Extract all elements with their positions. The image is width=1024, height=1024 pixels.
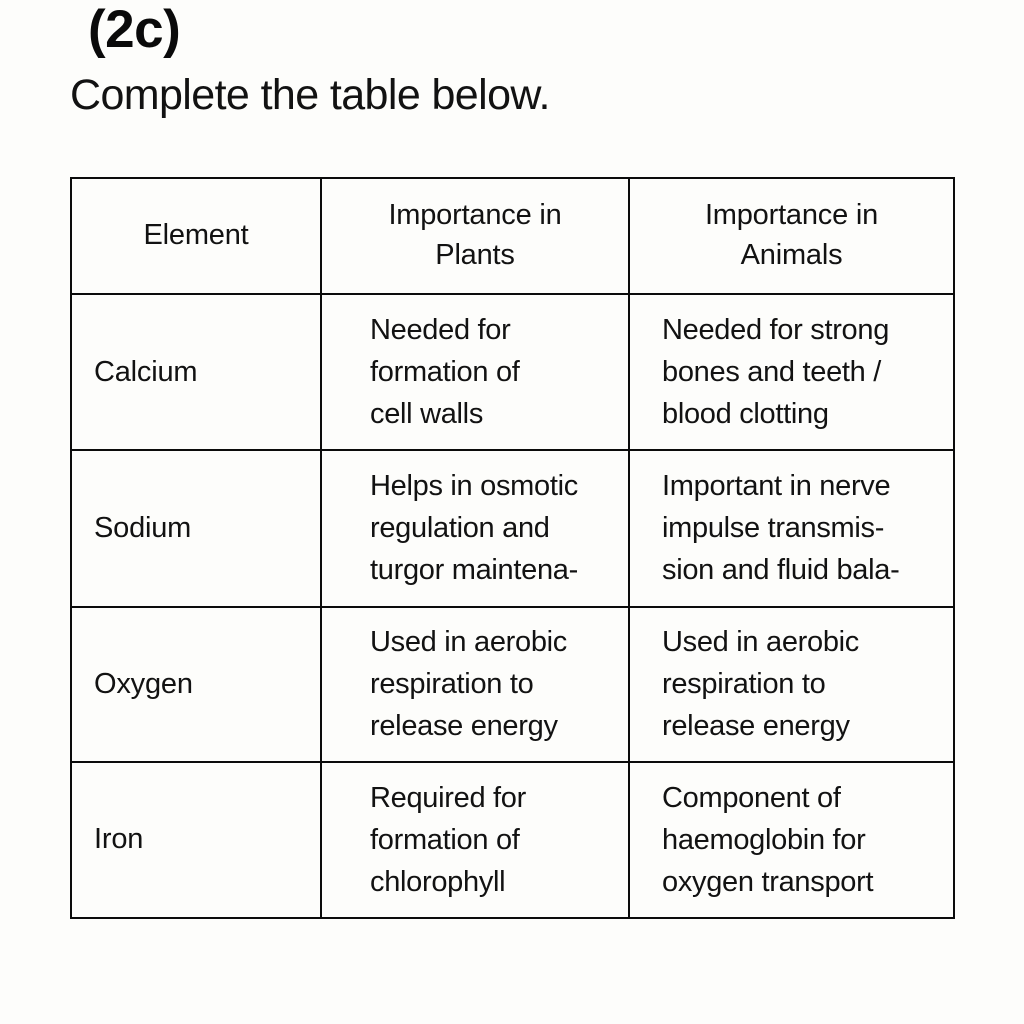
- table-header: [71, 178, 954, 294]
- column-header-plants-line-1: Importance in: [388, 199, 562, 232]
- cell-line: bones and teeth /: [662, 356, 882, 389]
- cell-line: Needed for: [370, 314, 511, 347]
- column-header-plants: [321, 178, 629, 294]
- cell-line: release energy: [662, 710, 850, 743]
- table-row: [71, 450, 954, 606]
- column-header-element-line-1: Element: [143, 219, 249, 252]
- table-row: [71, 294, 954, 450]
- table-header-row: [71, 178, 954, 294]
- cell-line: regulation and: [370, 512, 550, 545]
- cell-line: Used in aerobic: [662, 626, 859, 659]
- cell-line: turgor maintena-: [370, 554, 578, 587]
- cell-line: release energy: [370, 710, 558, 743]
- column-header-animals-line-2: Animals: [740, 239, 843, 271]
- table-body: [71, 294, 954, 918]
- cell-plants-oxygen: [321, 607, 629, 762]
- cell-plants-calcium: [321, 294, 629, 450]
- cell-line: respiration to: [662, 668, 826, 701]
- column-header-animals-line-1: Importance in: [704, 199, 879, 232]
- cell-element-iron: Iron: [71, 762, 321, 918]
- column-header-element: [71, 178, 321, 294]
- question-number: (2c): [88, 0, 181, 59]
- cell-animals-calcium: [629, 294, 954, 450]
- cell-element-calcium: Calcium: [71, 294, 321, 450]
- table-row: [71, 762, 954, 918]
- table-container: [70, 177, 953, 919]
- column-header-plants-line-2: Plants: [435, 239, 515, 271]
- table-row: [71, 607, 954, 762]
- cell-line: Important in nerve: [662, 470, 891, 503]
- cell-line: blood clotting: [662, 398, 829, 431]
- column-header-animals: [629, 178, 954, 294]
- cell-line: Used in aerobic: [370, 626, 567, 659]
- cell-plants-iron: [321, 762, 629, 918]
- question-instruction: Complete the table below.: [70, 71, 550, 119]
- cell-line: sion and fluid bala-: [662, 554, 900, 587]
- cell-animals-iron: [629, 762, 954, 918]
- cell-line: formation of: [370, 823, 520, 856]
- cell-line: cell walls: [370, 398, 484, 431]
- element-importance-table: [70, 177, 955, 919]
- cell-line: respiration to: [370, 668, 534, 701]
- cell-line: oxygen transport: [662, 865, 874, 898]
- cell-line: chlorophyll: [370, 865, 506, 898]
- cell-line: formation of: [370, 356, 520, 389]
- cell-element-sodium: Sodium: [71, 450, 321, 606]
- cell-line: haemoglobin for: [662, 823, 866, 856]
- cell-line: Helps in osmotic: [370, 470, 578, 503]
- cell-animals-sodium: [629, 450, 954, 606]
- cell-line: Required for: [370, 781, 526, 814]
- cell-plants-sodium: [321, 450, 629, 606]
- cell-element-oxygen: Oxygen: [71, 607, 321, 762]
- cell-line: impulse transmis-: [662, 512, 885, 545]
- cell-animals-oxygen: [629, 607, 954, 762]
- cell-line: Component of: [662, 781, 841, 814]
- cell-line: Needed for strong: [662, 314, 890, 347]
